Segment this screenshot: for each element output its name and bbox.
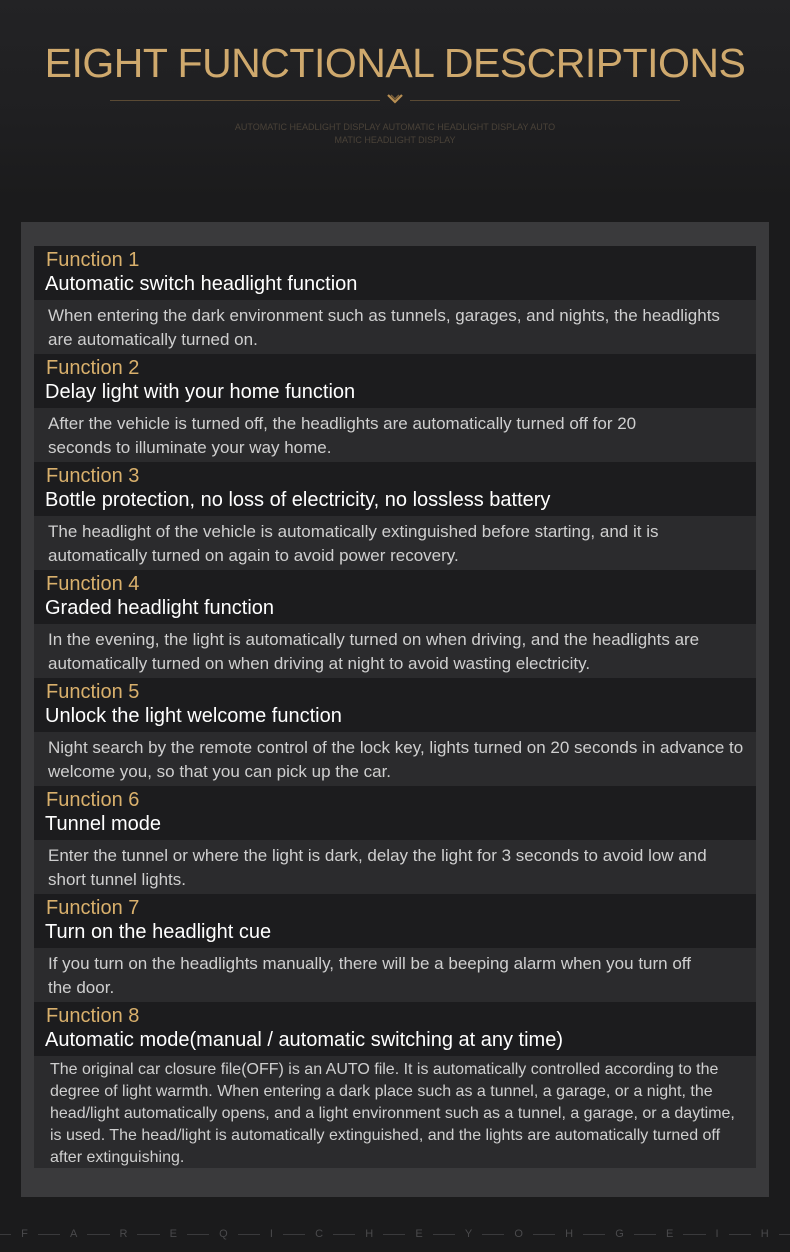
function-description-box xyxy=(34,516,756,570)
function-title: Automatic switch headlight function xyxy=(45,273,358,295)
function-item-4 xyxy=(34,570,756,678)
function-title: Delay light with your home function xyxy=(45,381,356,403)
function-header xyxy=(34,1002,756,1056)
function-description: In the evening, the light is automatically turned on when driving, and the headlights are automatically turned on when driving at night to avoid wasting electricity. xyxy=(48,630,700,673)
title-divider-right xyxy=(410,100,680,101)
function-header xyxy=(34,678,756,732)
title-divider-left xyxy=(110,100,380,101)
function-title: Unlock the light welcome function xyxy=(45,705,342,727)
function-description-box xyxy=(34,948,756,1002)
function-description-box xyxy=(34,840,756,894)
function-description: The headlight of the vehicle is automatically extinguished before starting, and it is automatically turned on again to avoid power recovery. xyxy=(48,522,659,565)
page-subtitle xyxy=(205,121,585,147)
function-description-box xyxy=(34,408,756,462)
function-title: Tunnel mode xyxy=(45,813,161,835)
function-description: Enter the tunnel or where the light is dark, delay the light for 3 seconds to avoid low and short tunnel lights. xyxy=(48,846,707,889)
function-header xyxy=(34,462,756,516)
function-description: The original car closure file(OFF) is an AUTO file. It is automatically controlled according to the degree of light warmth. When entering a dark place such as a tunnel, a garage, or a night, the head/light automatically opens, and a light environment such as a tunnel, a garage, or a daytime, is used. The head/light is automatically extinguished, and the lights are automatically turned off after extinguishing. xyxy=(50,1061,735,1166)
function-item-5 xyxy=(34,678,756,786)
page-header xyxy=(0,0,790,198)
function-label: Function 4 xyxy=(46,573,140,595)
function-label: Function 5 xyxy=(46,681,140,703)
function-label: Function 2 xyxy=(46,357,140,379)
function-header xyxy=(34,894,756,948)
function-item-8 xyxy=(34,1002,756,1168)
function-description-box xyxy=(34,1056,756,1168)
function-label: Function 1 xyxy=(46,249,140,271)
function-header xyxy=(34,786,756,840)
function-description: If you turn on the headlights manually, there will be a beeping alarm when you turn off the door. xyxy=(48,954,691,997)
footer-letter: H xyxy=(555,1225,583,1243)
page-subtitle-line-1: AUTOMATIC HEADLIGHT DISPLAY AUTOMATIC HEADLIGHT DISPLAY AUTO xyxy=(234,122,556,132)
function-header xyxy=(34,354,756,408)
footer-letter: H xyxy=(355,1225,383,1243)
function-item-2 xyxy=(34,354,756,462)
function-description: When entering the dark environment such as tunnels, garages, and nights, the headlights are automatically turned on. xyxy=(48,306,720,349)
function-item-3 xyxy=(34,462,756,570)
page-title: EIGHT FUNCTIONAL DESCRIPTIONS xyxy=(44,40,746,86)
footer-letter: O xyxy=(504,1225,533,1243)
function-label: Function 8 xyxy=(46,1005,140,1027)
function-description: After the vehicle is turned off, the headlights are automatically turned off for 20 seconds to illuminate your way home. xyxy=(48,414,637,457)
footer-letter: Q xyxy=(209,1225,238,1243)
function-description-box xyxy=(34,300,756,354)
footer-letter: Y xyxy=(455,1225,482,1243)
function-description-box xyxy=(34,624,756,678)
footer-letter: H xyxy=(751,1225,779,1243)
function-title: Bottle protection, no loss of electricity, no lossless battery xyxy=(45,489,551,511)
function-description-box xyxy=(34,732,756,786)
function-header xyxy=(34,246,756,300)
footer-letter: R xyxy=(110,1225,138,1243)
function-label: Function 3 xyxy=(46,465,140,487)
footer-letter: I xyxy=(260,1225,283,1243)
footer-letter: C xyxy=(305,1225,333,1243)
function-item-6 xyxy=(34,786,756,894)
function-label: Function 6 xyxy=(46,789,140,811)
function-label: Function 7 xyxy=(46,897,140,919)
footer-letters xyxy=(0,1225,790,1243)
function-description: Night search by the remote control of the lock key, lights turned on 20 seconds in advance to welcome you, so that you can pick up the car. xyxy=(48,738,744,781)
chevron-down-icon xyxy=(385,93,405,107)
page-subtitle-line-2: MATIC HEADLIGHT DISPLAY xyxy=(334,135,456,145)
footer-letter: E xyxy=(405,1225,432,1243)
footer-letter: A xyxy=(60,1225,87,1243)
footer-letter: I xyxy=(706,1225,729,1243)
function-title: Turn on the headlight cue xyxy=(45,921,272,943)
footer-letter: F xyxy=(11,1225,38,1243)
function-title: Graded headlight function xyxy=(45,597,275,619)
footer-letter: E xyxy=(160,1225,187,1243)
function-header xyxy=(34,570,756,624)
footer-letter: G xyxy=(605,1225,634,1243)
function-title: Automatic mode(manual / automatic switching at any time) xyxy=(45,1029,563,1051)
footer-decoration xyxy=(0,1225,790,1245)
function-item-7 xyxy=(34,894,756,1002)
footer-letter: E xyxy=(656,1225,683,1243)
function-item-1 xyxy=(34,246,756,354)
